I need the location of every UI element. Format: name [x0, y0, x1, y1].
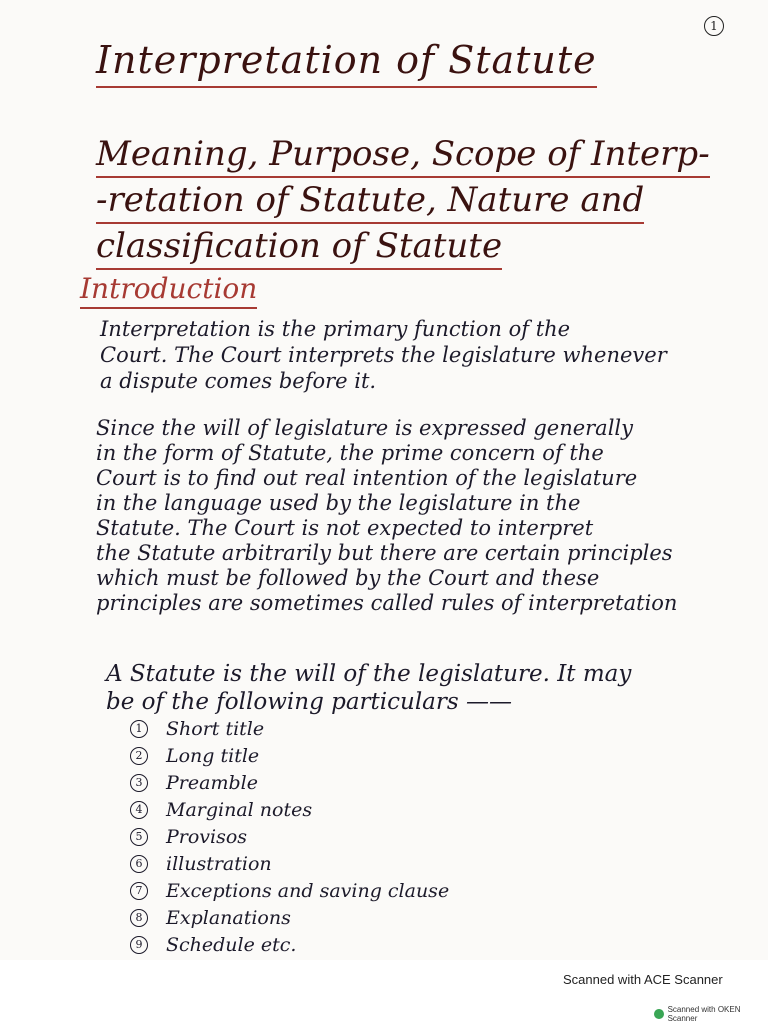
circled-number: 4 [130, 801, 148, 819]
circled-number: 9 [130, 936, 148, 954]
list-item [130, 878, 449, 904]
scanner-watermark-small-text: Scanned with OKEN Scanner [667, 1005, 741, 1023]
circled-number: 6 [130, 855, 148, 873]
circled-number: 3 [130, 774, 148, 792]
list-item [130, 932, 449, 958]
list-item-text: Exceptions and saving clause [166, 880, 450, 902]
circled-number: 2 [130, 747, 148, 765]
list-item-text: illustration [166, 853, 272, 875]
paragraph-statute-particulars: A Statute is the will of the legislature. It may be of the following particulars —— [106, 661, 632, 715]
list-item-text: Long title [166, 745, 260, 767]
page-number: 1 [704, 16, 724, 36]
list-item [130, 905, 449, 931]
scanner-watermark: Scanned with ACE Scanner [563, 972, 723, 987]
list-item-text: Provisos [166, 826, 248, 848]
subtitle-line: classification of Statute [96, 224, 502, 270]
list-item [130, 851, 449, 877]
section-heading-introduction: Introduction [80, 272, 257, 309]
list-item [130, 743, 449, 769]
list-item-text: Schedule etc. [166, 934, 297, 956]
circled-number: 5 [130, 828, 148, 846]
subtitle-line: Meaning, Purpose, Scope of Interp- [96, 132, 710, 178]
scanner-logo-icon [654, 1009, 664, 1019]
list-item-text: Preamble [166, 772, 258, 794]
list-item-text: Explanations [166, 907, 291, 929]
list-item [130, 797, 449, 823]
list-item [130, 770, 449, 796]
particulars-list [130, 716, 449, 959]
list-item-text: Short title [166, 718, 265, 740]
list-item-text: Marginal notes [166, 799, 313, 821]
circled-number: 1 [130, 720, 148, 738]
circled-number: 7 [130, 882, 148, 900]
list-item [130, 824, 449, 850]
page-title: Interpretation of Statute [96, 38, 597, 88]
scanner-watermark-small [654, 1005, 768, 1023]
subtitle-line: -retation of Statute, Nature and [96, 178, 644, 224]
subtitle [96, 132, 736, 270]
circled-number: 8 [130, 909, 148, 927]
paragraph-legislature-will: Since the will of legislature is expressed generally in the form of Statute, the prime concern of the Court is to find out real intention of the legislature in the language used by the legislature in the Statute. The Court is not expected to interpret the Statute arbitrarily but there are certain principles which must be followed by the Court and these principles are sometimes called rules of interpretation [96, 416, 678, 615]
list-item [130, 716, 449, 742]
paragraph-intro: Interpretation is the primary function of the Court. The Court interprets the legislature whenever a dispute comes before it. [100, 317, 667, 393]
